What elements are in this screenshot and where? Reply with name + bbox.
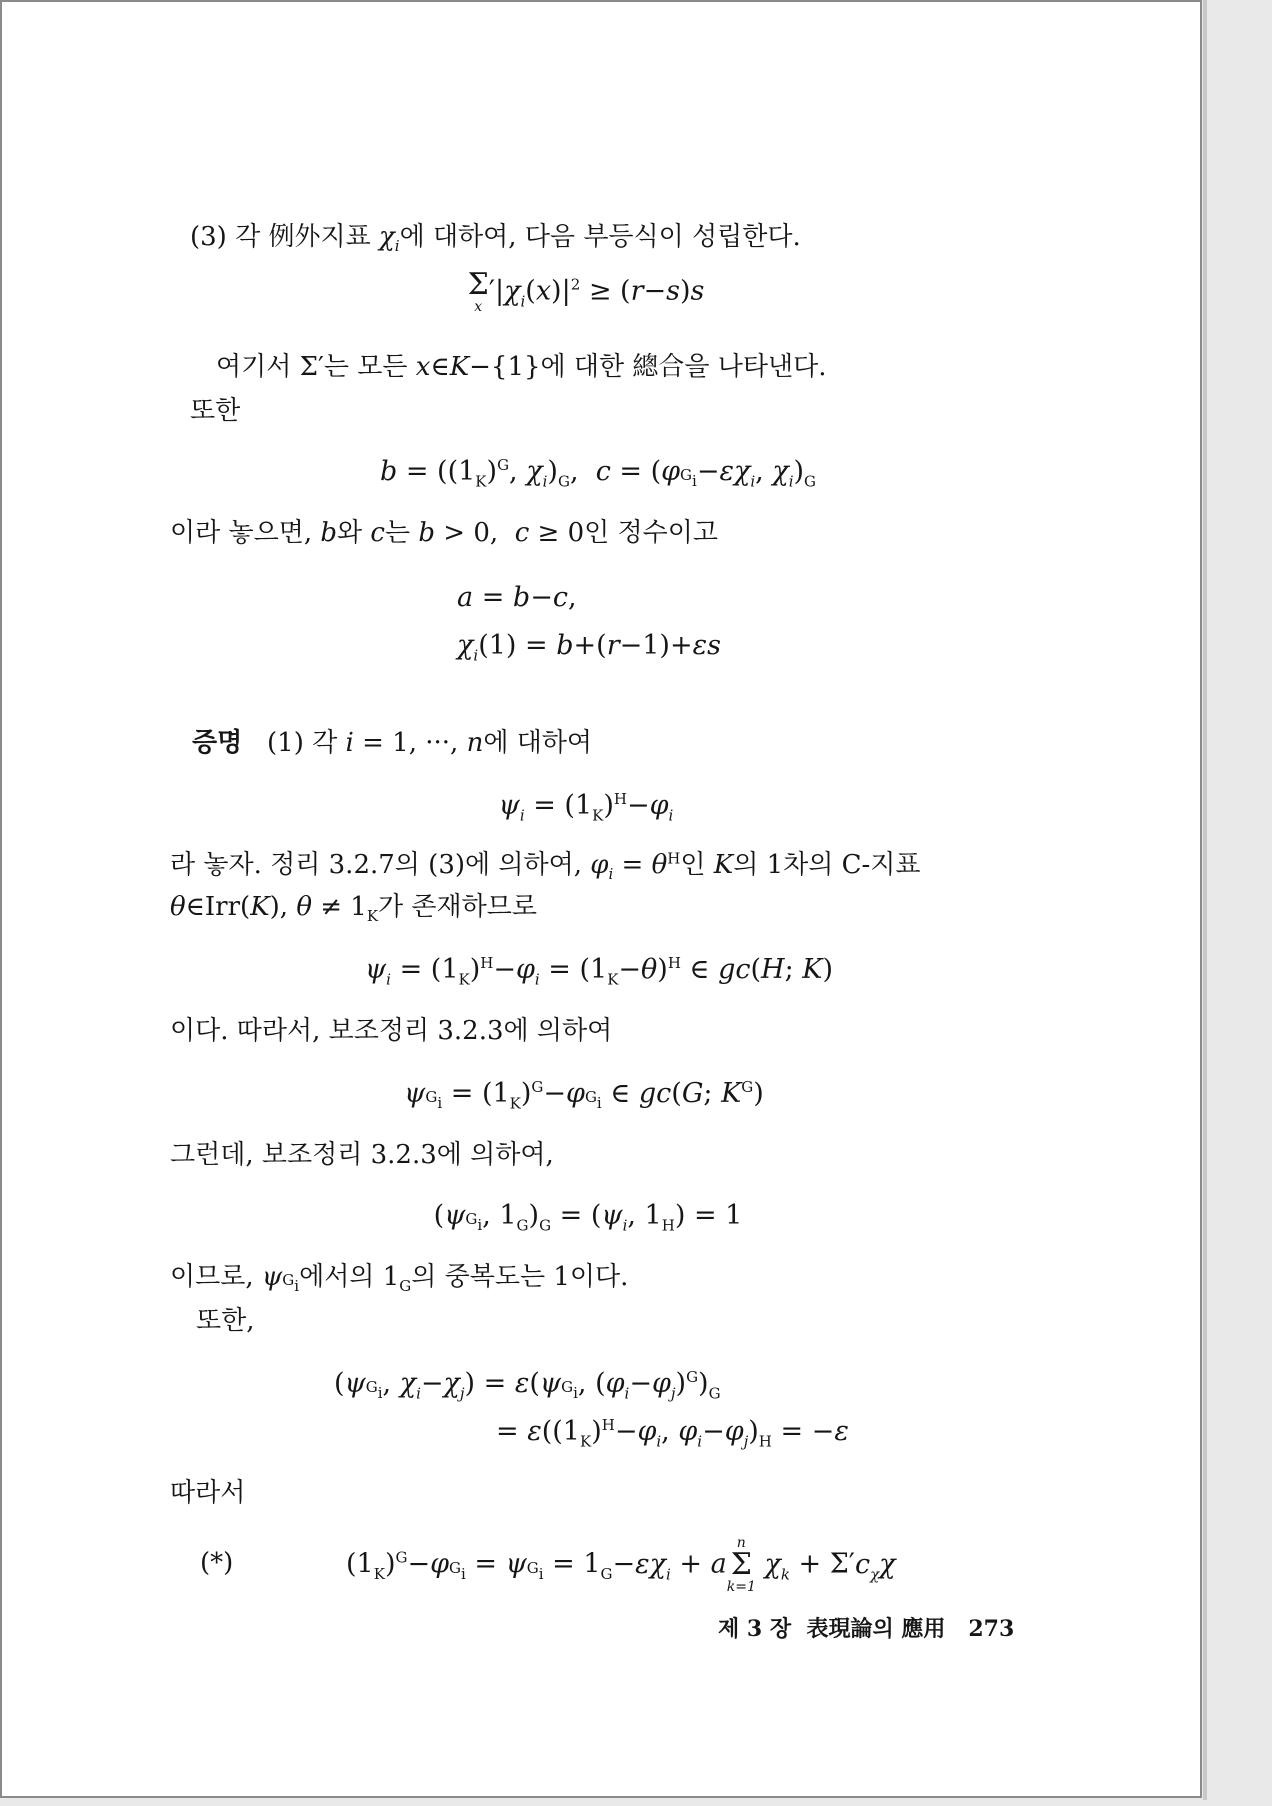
text-line: 또한 — [190, 396, 241, 426]
equation: $\psi_i = (1_K)^H-\varphi_i$ — [498, 790, 674, 825]
page-number: 273 — [968, 1616, 1015, 1642]
text-line: 이라 놓으면, b와 c는 b > 0, c ≥ 0인 정수이고 — [170, 518, 718, 548]
running-footer: 제 3 장 表現論의 應用 273 — [718, 1616, 1015, 1642]
equation: Σ x $'|\chi_i(x)|^2 \ge (r-s)s$ — [467, 267, 705, 315]
text-line: 이다. 따라서, 보조정리 3.2.3에 의하여 — [170, 1016, 613, 1046]
equation: a = b−c, — [457, 582, 577, 613]
text-line: θ∈Irr(K), $\theta \ne 1_K$가 존재하므로 — [170, 892, 538, 926]
equation: $\chi_i(1) = b+(r-1)+\varepsilon s$ — [457, 630, 721, 665]
text-line: (3) 각 例外지표 $\chi_i$에 대하여, 다음 부등식이 성립한다. — [190, 222, 801, 256]
equation: $\psi_i = (1_K)^H-\varphi_i = (1_K-\theta)^H$ ∈ gc(H; K) — [364, 954, 834, 989]
text-line: 따라서 — [170, 1478, 246, 1508]
equation: $(1_K)^G-\varphi_{^Gi} = \psi_{^Gi} = 1_G-\varepsilon\chi_i + a$ n Σ k=1 $\chi_k + \Sigma'c_\chi\chi$ — [346, 1535, 896, 1595]
text-line: 라 놓자. 정리 3.2.7의 (3)에 의하여, $\varphi_i = \theta^H$인 K의 1차의 C-지표 — [170, 849, 921, 884]
equation: $b = ((1_K)^G$, $\chi_i)_G$, $c = (\varphi_{^Gi}-\varepsilon\chi_i$, $\chi_i)_G$ — [379, 456, 817, 491]
equation: $\psi_{^Gi} = (1_K)^G-\varphi_{^Gi}$ ∈ gc(G; $K^G$) — [404, 1078, 764, 1113]
text-line: 이므로, $\psi_{^Gi}$에서의 $1_G$의 중복도는 1이다. — [170, 1262, 629, 1296]
proof-heading: 증명 (1) 각 i = 1, ···, n에 대하여 — [192, 728, 593, 758]
text-line: 여기서 Σ′는 모든 x∈K−{1}에 대한 總合을 나타낸다. — [216, 352, 827, 382]
equation: ($\psi_{^Gi}$, $1_G)_G = (\psi_i$, $1_H) = 1$ — [433, 1200, 743, 1235]
text-line: 그런데, 보조정리 3.2.3에 의하여, — [170, 1140, 554, 1170]
equation: = $\varepsilon((1_K)^H-\varphi_i$, $\varphi_i-\varphi_j)_H = -\varepsilon$ — [496, 1416, 849, 1451]
equation: ($\psi_{^Gi}$, $\chi_i-\chi_j) = \varepsilon(\psi_{^Gi}$, $(\varphi_i-\varphi_j)^G)_G$ — [334, 1368, 721, 1403]
equation-tag: (*) — [200, 1548, 234, 1578]
text-line: 또한, — [196, 1306, 255, 1336]
page-edge — [1203, 0, 1207, 1800]
